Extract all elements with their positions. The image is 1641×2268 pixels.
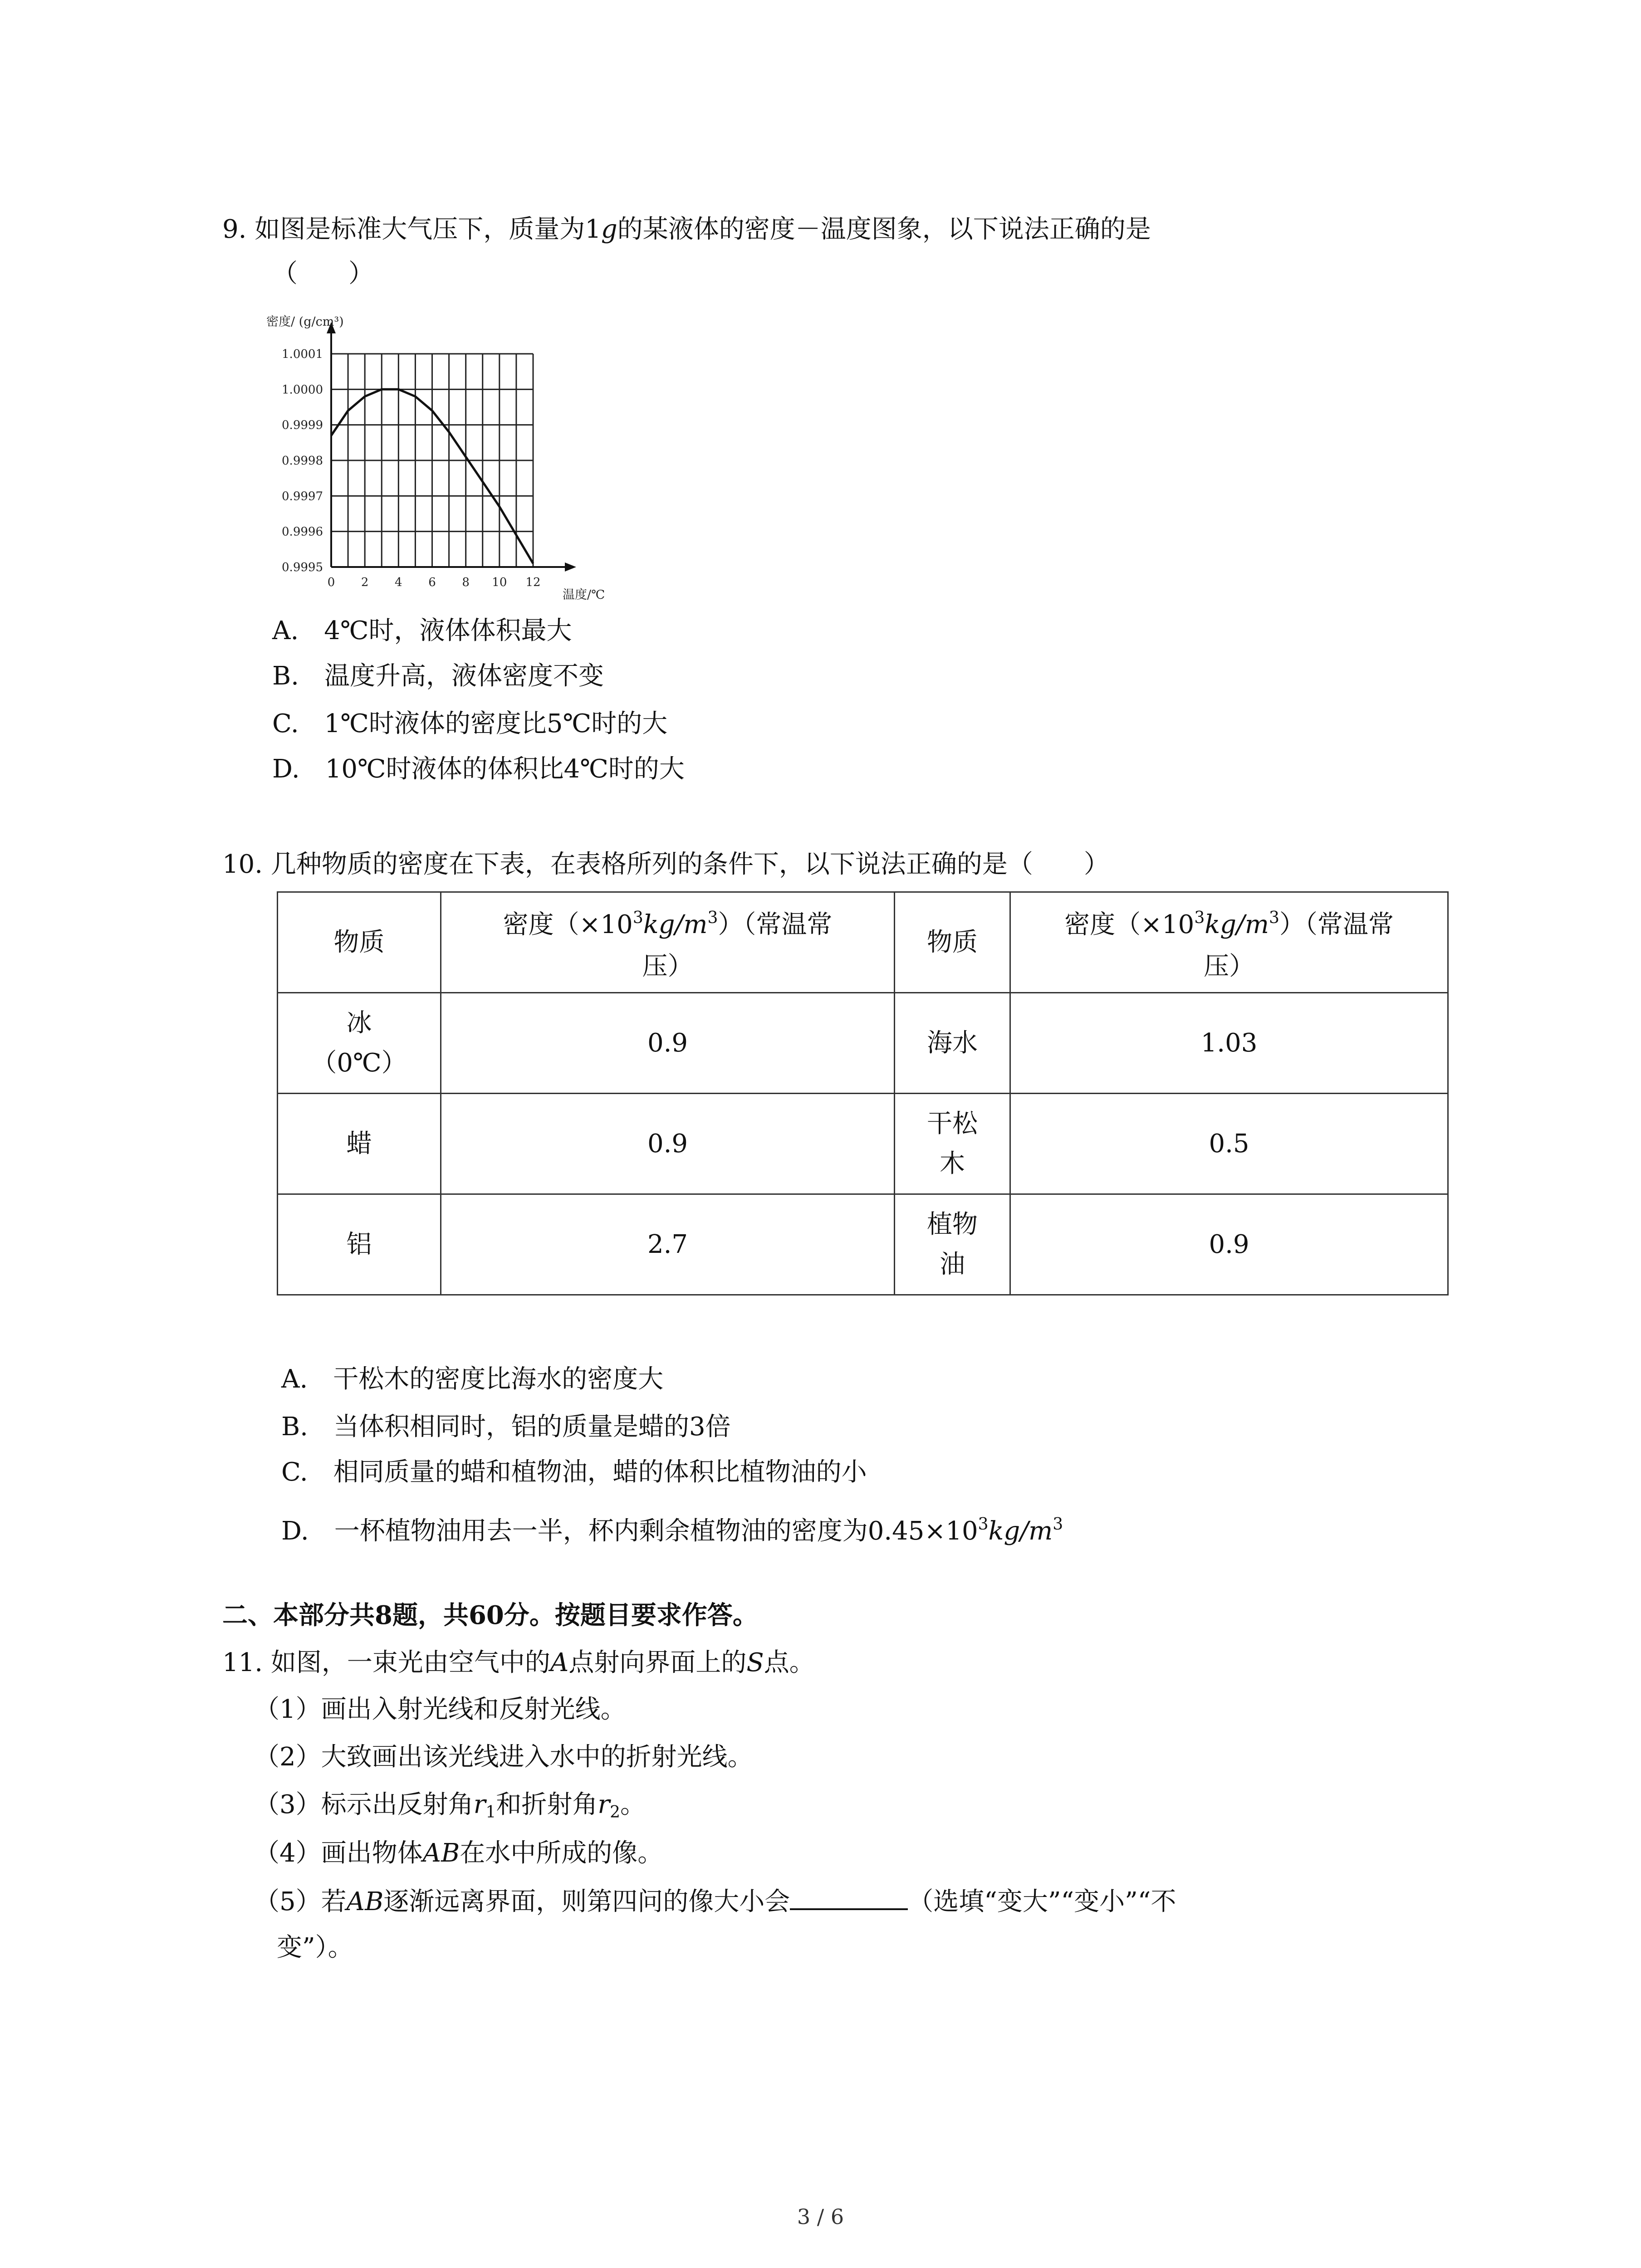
x-tick-label: 4 <box>395 576 402 589</box>
answer-blank[interactable] <box>790 1885 908 1910</box>
x-tick-label: 0 <box>327 576 335 589</box>
cell-substance: 蜡 <box>278 1094 441 1194</box>
x-tick-label: 6 <box>428 576 436 589</box>
question-number: 11. <box>222 1648 263 1677</box>
q9-answer-paren: （ ） <box>272 259 374 288</box>
q10-option-d: D. 一杯植物油用去一半，杯内剩余植物油的密度为$0.45\times 10^3kg/m^3$ <box>281 1515 1063 1546</box>
table-row <box>278 993 1448 1094</box>
cell-density: 0.9 <box>1010 1194 1448 1295</box>
q10-option-a: A. 干松木的密度比海水的密度大 <box>281 1364 664 1394</box>
cell-substance: 冰 （0℃） <box>278 993 441 1094</box>
q11-part-3: （3）标示出反射角$r_1$和折射角$r_2$。 <box>254 1790 646 1822</box>
q11-stem: 11. 如图，一束光由空气中的A点射向界面上的S点。 <box>222 1648 815 1677</box>
header-density: 密度$(\times 10^3kg/m^3)$（常温常 压） <box>1010 892 1448 993</box>
table-header-row <box>278 892 1448 993</box>
question-number: 10. <box>222 850 263 879</box>
cell-substance: 植物 油 <box>895 1194 1010 1295</box>
table-row <box>278 1094 1448 1194</box>
cell-substance: 海水 <box>895 993 1010 1094</box>
q9-stem: 9. 如图是标准大气压下，质量为1g的某液体的密度－温度图象，以下说法正确的是 <box>222 215 1151 244</box>
x-axis-arrow <box>565 562 576 572</box>
q11-part-1: （1）画出入射光线和反射光线。 <box>254 1695 626 1724</box>
x-tick-label: 12 <box>525 576 541 589</box>
y-tick-label: 0.9997 <box>282 489 323 503</box>
density-table <box>277 891 1449 1295</box>
y-tick-labels <box>282 347 323 574</box>
x-tick-label: 8 <box>462 576 470 589</box>
y-tick-label: 1.0000 <box>282 383 323 397</box>
x-tick-label: 10 <box>492 576 507 589</box>
cell-density: 0.9 <box>441 1094 895 1194</box>
section-title: 二、本部分共8题，共60分。按题目要求作答。 <box>222 1600 758 1630</box>
x-axis-label: 温度/℃ <box>563 588 605 602</box>
y-tick-label: 0.9999 <box>282 418 323 432</box>
chart-axes <box>327 322 576 572</box>
q11-part-5-cont: 变”）。 <box>277 1933 353 1962</box>
x-tick-labels <box>328 576 541 589</box>
density-temperature-chart <box>265 313 610 612</box>
y-tick-label: 0.9996 <box>282 525 323 539</box>
q9-option-a: A. 4℃时，液体体积最大 <box>272 616 572 645</box>
header-density: 密度$(\times 10^3kg/m^3)$（常温常 压） <box>441 892 895 993</box>
question-number: 9. <box>222 215 247 244</box>
header-substance: 物质 <box>895 892 1010 993</box>
q11-part-4: （4）画出物体AB在水中所成的像。 <box>254 1838 663 1868</box>
y-tick-label: 1.0001 <box>282 347 323 361</box>
header-substance: 物质 <box>278 892 441 993</box>
q9-option-c: C. 1℃时液体的密度比5℃时的大 <box>272 709 668 738</box>
q11-part-5: （5）若AB逐渐远离界面，则第四问的像大小会 （选填“变大”“变小”“不 <box>254 1885 1176 1918</box>
chart-grid <box>331 354 533 567</box>
q9-option-d: D. 10℃时液体的体积比4℃时的大 <box>272 754 685 784</box>
cell-density: 0.5 <box>1010 1094 1448 1194</box>
cell-density: 1.03 <box>1010 993 1448 1094</box>
q11-part-2: （2）大致画出该光线进入水中的折射光线。 <box>254 1742 753 1772</box>
x-tick-label: 2 <box>361 576 369 589</box>
q10-stem: 10. 几种物质的密度在下表，在表格所列的条件下，以下说法正确的是（ ） <box>222 850 1109 879</box>
cell-density: 0.9 <box>441 993 895 1094</box>
y-axis-label: 密度/ (g/cm³) <box>266 315 344 329</box>
cell-substance: 铝 <box>278 1194 441 1295</box>
cell-density: 2.7 <box>441 1194 895 1295</box>
q9-option-b: B. 温度升高，液体密度不变 <box>272 661 604 691</box>
q10-option-c: C. 相同质量的蜡和植物油，蜡的体积比植物油的小 <box>281 1457 867 1487</box>
y-tick-label: 0.9998 <box>282 454 323 468</box>
table-row <box>278 1194 1448 1295</box>
cell-substance: 干松 木 <box>895 1094 1010 1194</box>
q10-option-b: B. 当体积相同时，铝的质量是蜡的3倍 <box>281 1412 731 1442</box>
page-number: 3 / 6 <box>797 2204 844 2229</box>
y-tick-label: 0.9995 <box>282 561 323 574</box>
